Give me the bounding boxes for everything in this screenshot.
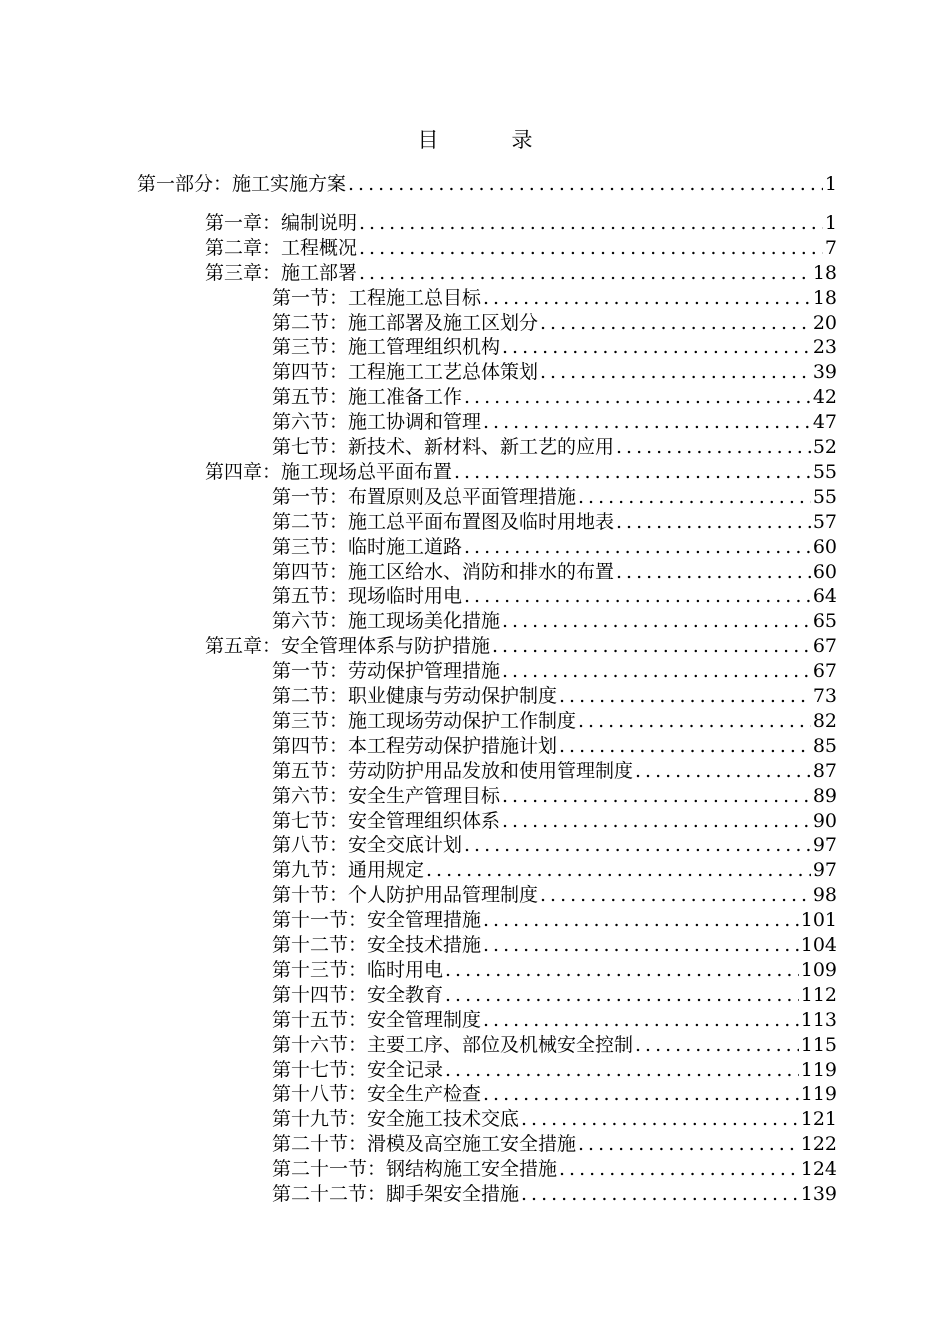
toc-leader-dots bbox=[540, 360, 811, 385]
toc-leader-dots bbox=[559, 684, 811, 709]
toc-entry-page-number: 60 bbox=[812, 535, 837, 558]
toc-entry-label: 第十二节：安全技术措施 bbox=[272, 934, 482, 956]
toc-entry-page-number: 64 bbox=[812, 585, 837, 608]
toc-leader-dots bbox=[521, 1107, 799, 1132]
toc-leader-dots bbox=[492, 634, 811, 659]
toc-leader-dots bbox=[559, 1157, 799, 1182]
toc-leader-dots bbox=[502, 609, 811, 634]
toc-entry-label: 第七节：新技术、新材料、新工艺的应用 bbox=[272, 436, 615, 458]
toc-entry-label: 第一章：编制说明 bbox=[205, 211, 358, 234]
toc-leader-dots bbox=[540, 883, 811, 908]
toc-entry-page-number: 1 bbox=[824, 173, 837, 195]
toc-entry-page-number: 52 bbox=[812, 436, 837, 458]
toc-entry-label: 第一节：劳动保护管理措施 bbox=[272, 660, 501, 683]
toc-entry-page-number: 39 bbox=[812, 361, 837, 384]
toc-entry-page-number: 112 bbox=[800, 983, 837, 1006]
toc-entry[interactable] bbox=[272, 560, 837, 585]
toc-entry-page-number: 122 bbox=[800, 1133, 837, 1156]
toc-entry-label: 第十六节：主要工序、部位及机械安全控制 bbox=[272, 1033, 634, 1056]
toc-entry-page-number: 57 bbox=[812, 510, 837, 533]
toc-entry[interactable] bbox=[272, 933, 837, 958]
toc-entry[interactable] bbox=[272, 958, 837, 983]
toc-entry-page-number: 104 bbox=[800, 934, 837, 956]
toc-entry-page-number: 1 bbox=[824, 211, 837, 234]
toc-leader-dots bbox=[502, 809, 811, 834]
toc-entry-page-number: 47 bbox=[812, 411, 837, 434]
toc-entry-page-number: 113 bbox=[800, 1008, 837, 1031]
toc-entry-label: 第十四节：安全教育 bbox=[272, 983, 444, 1006]
toc-entry[interactable] bbox=[272, 983, 837, 1008]
toc-entry[interactable] bbox=[272, 659, 837, 684]
toc-leader-dots bbox=[483, 410, 811, 435]
toc-entry-label: 第二节：职业健康与劳动保护制度 bbox=[272, 685, 558, 707]
toc-entry[interactable] bbox=[272, 833, 837, 858]
toc-entry-label: 第五节：施工准备工作 bbox=[272, 386, 463, 409]
toc-entry[interactable] bbox=[272, 734, 837, 759]
toc-entry[interactable] bbox=[205, 236, 837, 261]
toc-entry-page-number: 109 bbox=[800, 958, 837, 981]
toc-entry[interactable] bbox=[272, 584, 837, 609]
toc-leader-dots bbox=[616, 560, 811, 585]
toc-entry-label: 第八节：安全交底计划 bbox=[272, 834, 463, 857]
toc-entry[interactable] bbox=[272, 1033, 837, 1058]
toc-entry[interactable] bbox=[272, 435, 837, 460]
toc-leader-dots bbox=[348, 172, 823, 197]
toc-entry-page-number: 42 bbox=[812, 386, 837, 409]
toc-entry[interactable] bbox=[205, 261, 837, 286]
toc-entry-label: 第二十一节：钢结构施工安全措施 bbox=[272, 1158, 558, 1181]
toc-entry-label: 第一节：布置原则及总平面管理措施 bbox=[272, 485, 577, 508]
toc-entry-label: 第九节：通用规定 bbox=[272, 859, 425, 882]
toc-leader-dots bbox=[635, 1033, 799, 1058]
toc-entry-page-number: 87 bbox=[812, 759, 837, 782]
toc-entry-label: 第二节：施工总平面布置图及临时用地表 bbox=[272, 510, 615, 533]
toc-entry[interactable] bbox=[272, 1132, 837, 1157]
toc-entry-label: 第二十二节：脚手架安全措施 bbox=[272, 1183, 520, 1205]
toc-leader-dots bbox=[483, 286, 811, 311]
toc-entry[interactable] bbox=[272, 311, 837, 336]
toc-leader-dots bbox=[616, 510, 811, 535]
toc-leader-dots bbox=[464, 833, 811, 858]
toc-entry-page-number: 67 bbox=[812, 635, 837, 658]
toc-entry[interactable] bbox=[272, 1182, 837, 1207]
toc-entry-page-number: 124 bbox=[800, 1158, 837, 1181]
toc-entry-page-number: 119 bbox=[800, 1083, 837, 1106]
toc-entry[interactable] bbox=[205, 460, 837, 485]
toc-entry-label: 第三章：施工部署 bbox=[205, 261, 358, 284]
toc-entry[interactable] bbox=[272, 1082, 837, 1107]
toc-leader-dots bbox=[540, 311, 811, 336]
toc-entry[interactable] bbox=[272, 385, 837, 410]
toc-leader-dots bbox=[483, 933, 799, 958]
toc-entry-label: 第五节：劳动防护用品发放和使用管理制度 bbox=[272, 759, 634, 782]
toc-entry-page-number: 67 bbox=[812, 660, 837, 683]
toc-entry-label: 第六节：施工协调和管理 bbox=[272, 411, 482, 434]
toc-entry-page-number: 85 bbox=[812, 734, 837, 757]
toc-entry-page-number: 97 bbox=[812, 859, 837, 882]
toc-entry[interactable] bbox=[272, 609, 837, 634]
toc-leader-dots bbox=[578, 1132, 799, 1157]
toc-entry[interactable] bbox=[205, 634, 837, 659]
toc-entry[interactable] bbox=[272, 286, 837, 311]
toc-entry-label: 第五节：现场临时用电 bbox=[272, 585, 463, 608]
toc-entry-label: 第四章：施工现场总平面布置 bbox=[205, 460, 453, 483]
toc-leader-dots bbox=[464, 535, 811, 560]
toc-entry[interactable] bbox=[272, 684, 837, 709]
toc-entry[interactable] bbox=[272, 784, 837, 809]
toc-entry[interactable] bbox=[272, 535, 837, 560]
toc-entry-label: 第二十节：滑模及高空施工安全措施 bbox=[272, 1133, 577, 1156]
toc-entry[interactable] bbox=[272, 858, 837, 883]
toc-leader-dots bbox=[502, 784, 811, 809]
toc-entry-label: 第十三节：临时用电 bbox=[272, 958, 444, 981]
toc-entry-page-number: 20 bbox=[812, 311, 837, 334]
toc-leader-dots bbox=[635, 759, 811, 784]
toc-entry[interactable] bbox=[272, 1058, 837, 1083]
toc-leader-dots bbox=[359, 236, 823, 261]
toc-entry-page-number: 18 bbox=[812, 286, 837, 309]
toc-entry-label: 第一节：工程施工总目标 bbox=[272, 286, 482, 309]
toc-entry-label: 第三节：施工现场劳动保护工作制度 bbox=[272, 709, 577, 732]
toc-entry-page-number: 115 bbox=[800, 1033, 837, 1056]
toc-entry-page-number: 82 bbox=[812, 709, 837, 732]
toc-entry-page-number: 97 bbox=[812, 834, 837, 857]
toc-entry-label: 第三节：临时施工道路 bbox=[272, 535, 463, 558]
toc-entry-label: 第十一节：安全管理措施 bbox=[272, 909, 482, 932]
toc-entry[interactable] bbox=[272, 360, 837, 385]
toc-entry-label: 第二章：工程概况 bbox=[205, 236, 358, 259]
toc-leader-dots bbox=[483, 1082, 799, 1107]
toc-entry-label: 第四节：施工区给水、消防和排水的布置 bbox=[272, 560, 615, 583]
toc-entry-label: 第三节：施工管理组织机构 bbox=[272, 336, 501, 359]
toc-leader-dots bbox=[502, 335, 811, 360]
toc-entry-page-number: 55 bbox=[812, 485, 837, 508]
toc-entry[interactable] bbox=[272, 1008, 837, 1033]
toc-leader-dots bbox=[483, 908, 799, 933]
toc-leader-dots bbox=[359, 211, 823, 236]
toc-leader-dots bbox=[578, 485, 811, 510]
toc-entry-label: 第十八节：安全生产检查 bbox=[272, 1083, 482, 1106]
toc-entry-label: 第四节：工程施工工艺总体策划 bbox=[272, 361, 539, 384]
toc-entry-page-number: 98 bbox=[812, 884, 837, 907]
toc-entry-label: 第七节：安全管理组织体系 bbox=[272, 809, 501, 832]
toc-leader-dots bbox=[483, 1008, 799, 1033]
toc-leader-dots bbox=[616, 435, 811, 460]
toc-entry-page-number: 23 bbox=[812, 336, 837, 359]
toc-entry[interactable] bbox=[272, 759, 837, 784]
toc-leader-dots bbox=[426, 858, 811, 883]
toc-leader-dots bbox=[502, 659, 811, 684]
toc-entry[interactable] bbox=[272, 1157, 837, 1182]
toc-entry-label: 第四节：本工程劳动保护措施计划 bbox=[272, 734, 558, 757]
toc-entry-page-number: 101 bbox=[800, 909, 837, 932]
toc-entry[interactable] bbox=[272, 883, 837, 908]
toc-leader-dots bbox=[445, 958, 799, 983]
toc-entry[interactable] bbox=[272, 510, 837, 535]
toc-leader-dots bbox=[445, 1058, 799, 1083]
toc-entry[interactable] bbox=[272, 809, 837, 834]
toc-entry[interactable] bbox=[272, 709, 837, 734]
toc-entry-label: 第十节：个人防护用品管理制度 bbox=[272, 884, 539, 907]
toc-entry[interactable] bbox=[272, 1107, 837, 1132]
toc-entry-page-number: 89 bbox=[812, 784, 837, 807]
toc-entry[interactable] bbox=[272, 908, 837, 933]
toc-entry-label: 第一部分：施工实施方案 bbox=[137, 173, 347, 195]
toc-entry-page-number: 90 bbox=[812, 809, 837, 832]
toc-entry-page-number: 7 bbox=[824, 236, 837, 259]
toc-leader-dots bbox=[464, 584, 811, 609]
toc-entry-page-number: 65 bbox=[812, 610, 837, 633]
toc-leader-dots bbox=[521, 1182, 799, 1207]
toc-entry-page-number: 73 bbox=[812, 685, 837, 707]
toc-entry-page-number: 139 bbox=[800, 1183, 837, 1205]
toc-leader-dots bbox=[445, 983, 799, 1008]
toc-leader-dots bbox=[578, 709, 811, 734]
toc-entry-label: 第十七节：安全记录 bbox=[272, 1058, 444, 1081]
toc-entry-page-number: 60 bbox=[812, 560, 837, 583]
toc-leader-dots bbox=[559, 734, 811, 759]
toc-entry-page-number: 55 bbox=[812, 460, 837, 483]
toc-entry-label: 第五章：安全管理体系与防护措施 bbox=[205, 635, 491, 658]
toc-entry-page-number: 18 bbox=[812, 261, 837, 284]
toc-entry-label: 第六节：安全生产管理目标 bbox=[272, 784, 501, 807]
toc-entry[interactable] bbox=[272, 335, 837, 360]
toc-entry-label: 第十九节：安全施工技术交底 bbox=[272, 1108, 520, 1131]
toc-title: 目 录 bbox=[417, 128, 559, 152]
toc-entry-label: 第十五节：安全管理制度 bbox=[272, 1008, 482, 1031]
toc-leader-dots bbox=[454, 460, 811, 485]
toc-entry[interactable] bbox=[137, 172, 837, 197]
toc-entry-label: 第二节：施工部署及施工区划分 bbox=[272, 311, 539, 334]
toc-entry[interactable] bbox=[205, 211, 837, 236]
toc-entry-label: 第六节：施工现场美化措施 bbox=[272, 610, 501, 633]
toc-entry-page-number: 121 bbox=[800, 1108, 837, 1131]
toc-entry-page-number: 119 bbox=[800, 1058, 837, 1081]
toc-entry[interactable] bbox=[272, 410, 837, 435]
toc-entry[interactable] bbox=[272, 485, 837, 510]
toc-leader-dots bbox=[464, 385, 811, 410]
toc-leader-dots bbox=[359, 261, 811, 286]
